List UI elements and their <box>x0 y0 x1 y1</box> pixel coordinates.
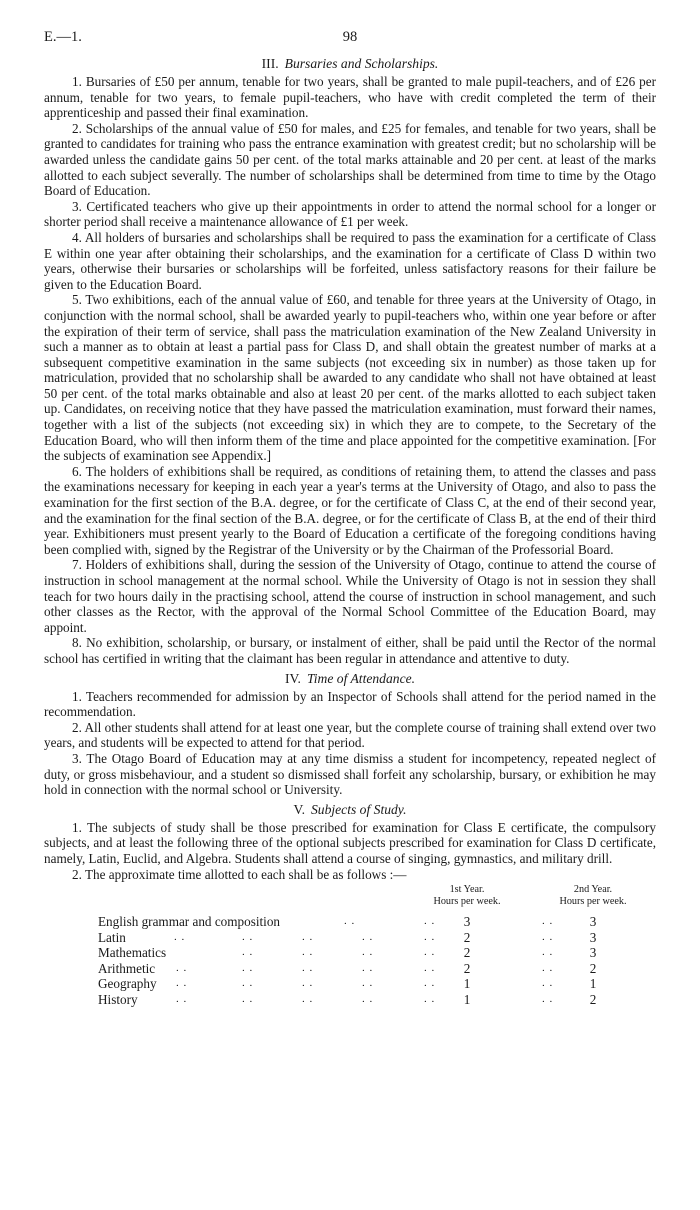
leader-dots: . . <box>542 993 554 1006</box>
leader-dots: . . <box>362 946 374 959</box>
leader-dots: . . <box>302 993 314 1006</box>
table-row <box>44 976 656 992</box>
second-year-hours: 2 <box>589 992 597 1008</box>
subject-name: History <box>98 992 138 1008</box>
paragraph: 8. No exhibition, scholarship, or bursary, or instalment of either, shall be paid until the Rector of the normal school has certified in writing that the claimant has been regular in attendance and attentive to duty. <box>44 635 656 666</box>
leader-dots: . . <box>542 930 554 943</box>
paragraph: 3. The Otago Board of Education may at any time dismiss a student for incompetency, repeated neglect of duty, or gross misbehaviour, and a student so dismissed shall forfeit any scholarship, bursary, or exhibition he may hold in connection with the normal school or University. <box>44 750 656 798</box>
paragraph: 5. Two exhibitions, each of the annual value of £60, and tenable for three years at the University of Otago, in conjunction with the normal school, shall be awarded yearly to pupil-teachers who, within one year before or after the expiration of their term of service, shall pass the matriculation examination of the New Zealand University in such a manner as to obtain at least a partial pass for Class D, and shall obtain the greatest number of marks at a subsequent competitive examination in the same subjects (not exceeding six in number) as those taken up for matriculation, provided that no scholarship shall be awarded to any candidate who shall not have obtained at least 50 per cent. of the total marks obtainable and also at least 20 per cent. of the marks allotted to each subject taken up. Candidates, on receiving notice that they have passed the matriculation examination, must forward their names, together with a list of the subjects (not exceeding six) in which they are to compete, to the Secretary of the Education Board, who will then inform them of the time and place appointed for the competitive examination. [For the subjects of examination see Appendix.] <box>44 292 656 464</box>
leader-dots: . . <box>542 915 554 928</box>
leader-dots: . . <box>362 977 374 990</box>
leader-dots: . . <box>424 977 436 990</box>
section-heading-bursaries <box>44 56 656 72</box>
leader-dots: . . <box>424 915 436 928</box>
leader-dots: . . <box>542 946 554 959</box>
table-row <box>44 945 656 961</box>
leader-dots: . . <box>542 977 554 990</box>
timetable-header <box>44 884 656 914</box>
table-row <box>44 914 656 930</box>
leader-dots: . . <box>362 993 374 1006</box>
leader-dots: . . <box>176 961 188 974</box>
paragraph: 2. Scholarships of the annual value of £50 for males, and £25 for females, and tenable for two years, shall be granted to candidates for training who pass the entrance examination with greatest credit; but no scholarship will be awarded unless the candidate gains 50 per cent. of the total marks attainable and 20 per cent. at least of the marks allotted to each subject severally. The number of scholarships shall be determined from time to time by the Otago Board of Education. <box>44 120 656 199</box>
section-numeral: V. <box>293 801 305 817</box>
second-year-hours: 2 <box>589 960 597 976</box>
second-year-hours: 3 <box>589 945 597 961</box>
leader-dots: . . <box>302 930 314 943</box>
leader-dots: . . <box>242 946 254 959</box>
leader-dots: . . <box>242 977 254 990</box>
second-year-hours: 3 <box>589 914 597 930</box>
subject-name: English grammar and composition <box>98 914 281 930</box>
leader-dots: . . <box>174 930 186 943</box>
first-year-hours: 2 <box>463 929 471 945</box>
leader-dots: . . <box>362 961 374 974</box>
leader-dots: . . <box>302 946 314 959</box>
paragraph: 6. The holders of exhibitions shall be required, as conditions of retaining them, to attend the classes and pass the examinations necessary for keeping in each year a year's terms at the University of Otago, and also to pass the examination for the first section of the B.A. degree, or for the certificate of Class C, at the end of their second year, and the examination for the final section of the B.A. degree, or for the certificate of Class B, at the end of their third year. Exhibitioners must present yearly to the Board of Education a certificate of the foregoing conditions having been complied with, signed by the Registrar of the University or by the Chairman of the Professorial Board. <box>44 463 656 557</box>
page-header <box>44 22 656 52</box>
section-title: Time of Attendance. <box>306 670 416 686</box>
leader-dots: . . <box>424 930 436 943</box>
section-heading-subjects <box>44 802 656 818</box>
first-year-hours: 1 <box>463 992 471 1008</box>
leader-dots: . . <box>176 993 188 1006</box>
leader-dots: . . <box>424 946 436 959</box>
timetable-body <box>44 914 656 1008</box>
first-year-hours: 2 <box>463 960 471 976</box>
leader-dots: . . <box>302 961 314 974</box>
first-year-hours: 3 <box>463 914 471 930</box>
leader-dots: . . <box>424 961 436 974</box>
first-year-hours: 1 <box>463 976 471 992</box>
paragraph: 2. The approximate time allotted to each shall be as follows :— <box>72 866 407 882</box>
column-header-second-year <box>548 884 638 908</box>
section-title: Subjects of Study. <box>310 801 407 817</box>
subject-name: Mathematics <box>98 945 167 961</box>
column-year: 1st Year. <box>449 884 485 896</box>
column-header-first-year <box>422 884 512 908</box>
leader-dots: . . <box>242 993 254 1006</box>
table-row <box>44 930 656 946</box>
column-unit: Hours per week. <box>433 896 501 908</box>
table-row <box>44 961 656 977</box>
leader-dots: . . <box>302 977 314 990</box>
table-row <box>44 992 656 1008</box>
subject-name: Latin <box>98 929 126 945</box>
section-title: Bursaries and Scholarships. <box>284 56 439 71</box>
leader-dots: . . <box>242 930 254 943</box>
paragraph: 1. Bursaries of £50 per annum, tenable for two years, shall be granted to male pupil-teachers, and of £26 per annum, tenable for two years, to female pupil-teachers, who have with credit completed the term of their apprenticeship and passed their final examination. <box>44 74 656 121</box>
subject-name: Arithmetic <box>98 960 156 976</box>
paragraph: 7. Holders of exhibitions shall, during the session of the University of Otago, continue to attend the course of instruction in school management at the normal school. While the University of Otago is not in session they shall teach for two hours daily in the practising school, attend the course of instruction in school management, and such other classes as the Rector, with the approval of the Normal School Committee of the Education Board, may appoint. <box>44 557 656 635</box>
document-reference: E.—1. <box>44 29 82 45</box>
leader-dots: . . <box>542 961 554 974</box>
paragraph: 2. All other students shall attend for at least one year, but the complete course of training shall extend over two years, and students will be expected to attend for that period. <box>44 719 656 751</box>
section-numeral: III. <box>261 56 279 71</box>
paragraph: 3. Certificated teachers who give up their appointments in order to attend the normal school for a longer or shorter period shall receive a maintenance allowance of £1 per week. <box>44 198 656 230</box>
column-unit: Hours per week. <box>559 896 627 908</box>
leader-dots: . . <box>424 993 436 1006</box>
paragraph: 1. Teachers recommended for admission by an Inspector of Schools shall attend for the period named in the recommendation. <box>44 688 656 720</box>
second-year-hours: 1 <box>589 976 597 992</box>
subject-name: Geography <box>98 976 157 992</box>
paragraph: 4. All holders of bursaries and scholarships shall be required to pass the examination for a certificate of Class E within one year after obtaining their scholarships, and the examination for a certificate of Class D within two years, otherwise their bursaries or scholarships will be forfeited, unless satisfactory reasons for their failure be given to the Education Board. <box>44 229 656 292</box>
leader-dots: . . <box>242 961 254 974</box>
section-numeral: IV. <box>284 670 301 686</box>
page-number: 98 <box>342 29 358 45</box>
paragraph: 1. The subjects of study shall be those prescribed for examination for Class E certificate, the compulsory subjects, and at least the following three of the optional subjects prescribed for examination for Class D certificate, namely, Latin, Euclid, and Algebra. Students shall attend a course of singing, gymnastics, and military drill. <box>44 819 656 866</box>
leader-dots: . . <box>176 977 188 990</box>
first-year-hours: 2 <box>463 945 471 961</box>
column-year: 2nd Year. <box>573 884 613 896</box>
leader-dots: . . <box>362 930 374 943</box>
leader-dots: . . <box>344 915 356 928</box>
second-year-hours: 3 <box>589 929 597 945</box>
section-heading-attendance <box>44 671 656 687</box>
